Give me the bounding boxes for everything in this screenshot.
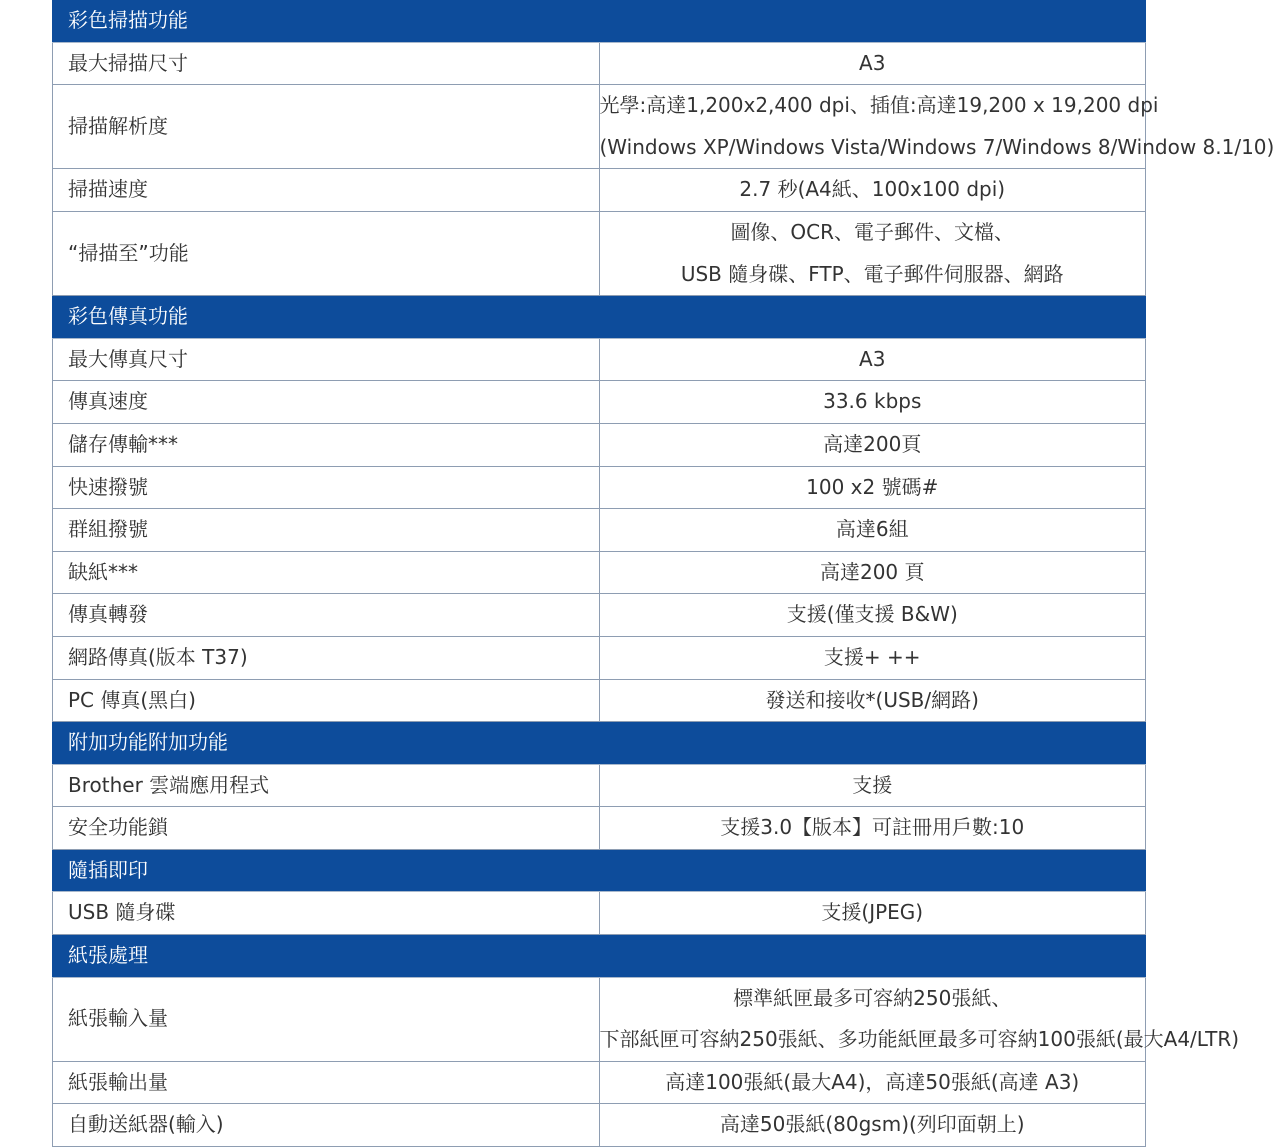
spec-row [53, 594, 1146, 637]
spec-value [599, 423, 1146, 466]
spec-label: 儲存傳輸*** [53, 423, 600, 466]
spec-value [599, 381, 1146, 424]
section-header [53, 849, 1146, 892]
spec-value [599, 169, 1146, 212]
section-title: 彩色傳真功能 [53, 296, 1146, 339]
spec-table [52, 0, 1274, 1147]
section-title: 紙張處理 [53, 935, 1146, 978]
section-header [53, 935, 1146, 978]
spec-value [599, 594, 1146, 637]
spec-value-line: 標準紙匣最多可容納250張紙、 [733, 985, 1012, 1010]
spec-row [53, 211, 1146, 295]
spec-label: 自動送紙器(輸入) [53, 1104, 600, 1147]
spec-value [599, 679, 1146, 722]
spec-row [53, 1104, 1146, 1147]
spec-value [599, 1104, 1146, 1147]
spec-label: 最大傳真尺寸 [53, 338, 600, 381]
spec-label: 安全功能鎖 [53, 807, 600, 850]
spec-value-line: 高達200頁 [823, 431, 922, 456]
spec-label: 缺紙*** [53, 551, 600, 594]
spec-value-line: A3 [859, 346, 886, 371]
spec-value [599, 338, 1146, 381]
spec-row [53, 551, 1146, 594]
section-title: 附加功能附加功能 [53, 722, 1146, 765]
spec-row [53, 764, 1146, 807]
spec-value [599, 42, 1146, 85]
spec-row [53, 169, 1146, 212]
spec-row [53, 636, 1146, 679]
spec-label: 傳真轉發 [53, 594, 600, 637]
spec-row [53, 466, 1146, 509]
spec-label: PC 傳真(黑白) [53, 679, 600, 722]
spec-label: 傳真速度 [53, 381, 600, 424]
spec-row [53, 977, 1146, 1061]
spec-value [599, 807, 1146, 850]
spec-value-line: 支援3.0【版本】可註冊用戶數:10 [720, 815, 1025, 840]
spec-value-line: 2.7 秒(A4紙、100x100 dpi) [739, 177, 1006, 202]
spec-table-body [53, 0, 1274, 1147]
spec-label: 群組撥號 [53, 509, 600, 552]
spec-value [599, 466, 1146, 509]
spec-row [53, 381, 1146, 424]
section-header [53, 296, 1146, 339]
spec-row [53, 679, 1146, 722]
spec-value-line: A3 [859, 50, 886, 75]
spec-label: 網路傳真(版本 T37) [53, 636, 600, 679]
spec-value-line: 高達200 頁 [819, 559, 925, 584]
spec-row [53, 807, 1146, 850]
spec-value [599, 85, 1274, 169]
spec-value-line: 33.6 kbps [823, 389, 922, 414]
spec-value-line: 高達100張紙(最大A4)，高達50張紙(高達 A3) [665, 1069, 1080, 1094]
spec-value-line: 100 x2 號碼# [806, 474, 939, 499]
spec-value [599, 211, 1146, 295]
spec-label: 最大掃描尺寸 [53, 42, 600, 85]
section-title: 隨插即印 [53, 849, 1146, 892]
spec-value-line: 發送和接收*(USB/網路) [765, 687, 979, 712]
spec-row [53, 509, 1146, 552]
spec-value [599, 1061, 1146, 1104]
spec-value-line: 支援 [852, 772, 893, 797]
spec-label: “掃描至”功能 [53, 211, 600, 295]
spec-row [53, 892, 1146, 935]
spec-value [599, 636, 1146, 679]
spec-row [53, 338, 1146, 381]
spec-label: 掃描解析度 [53, 85, 600, 169]
spec-value [599, 892, 1146, 935]
spec-row [53, 423, 1146, 466]
spec-value-line: 圖像、OCR、電子郵件、文檔、 [730, 219, 1015, 244]
spec-label: USB 隨身碟 [53, 892, 600, 935]
spec-value-line: (Windows XP/Windows Vista/Windows 7/Windows 8/Window 8.1/10) [599, 134, 1274, 159]
spec-value-line: 支援(僅支援 B&W) [786, 602, 958, 627]
spec-value [599, 764, 1146, 807]
spec-label: Brother 雲端應用程式 [53, 764, 600, 807]
section-header [53, 722, 1146, 765]
spec-row [53, 42, 1146, 85]
spec-label: 掃描速度 [53, 169, 600, 212]
spec-row [53, 85, 1146, 169]
spec-value-line: 高達6組 [835, 517, 909, 542]
spec-label: 紙張輸入量 [53, 977, 600, 1061]
spec-label: 紙張輸出量 [53, 1061, 600, 1104]
spec-value [599, 509, 1146, 552]
spec-value [599, 977, 1240, 1061]
spec-row [53, 1061, 1146, 1104]
section-header [53, 0, 1146, 42]
spec-label: 快速撥號 [53, 466, 600, 509]
spec-value-line: 高達50張紙(80gsm)(列印面朝上) [719, 1112, 1025, 1137]
spec-value-line: 支援+ ++ [823, 644, 921, 669]
spec-value-line: 光學:高達1,200x2,400 dpi、插值:高達19,200 x 19,200 dpi [599, 93, 1159, 118]
spec-value-line: 下部紙匣可容納250張紙、多功能紙匣最多可容納100張紙(最大A4/LTR) [599, 1027, 1240, 1052]
spec-value-line: USB 隨身碟、FTP、電子郵件伺服器、網路 [680, 261, 1064, 286]
spec-value-line: 支援(JPEG) [821, 900, 924, 925]
spec-value [599, 551, 1146, 594]
section-title: 彩色掃描功能 [53, 0, 1146, 42]
